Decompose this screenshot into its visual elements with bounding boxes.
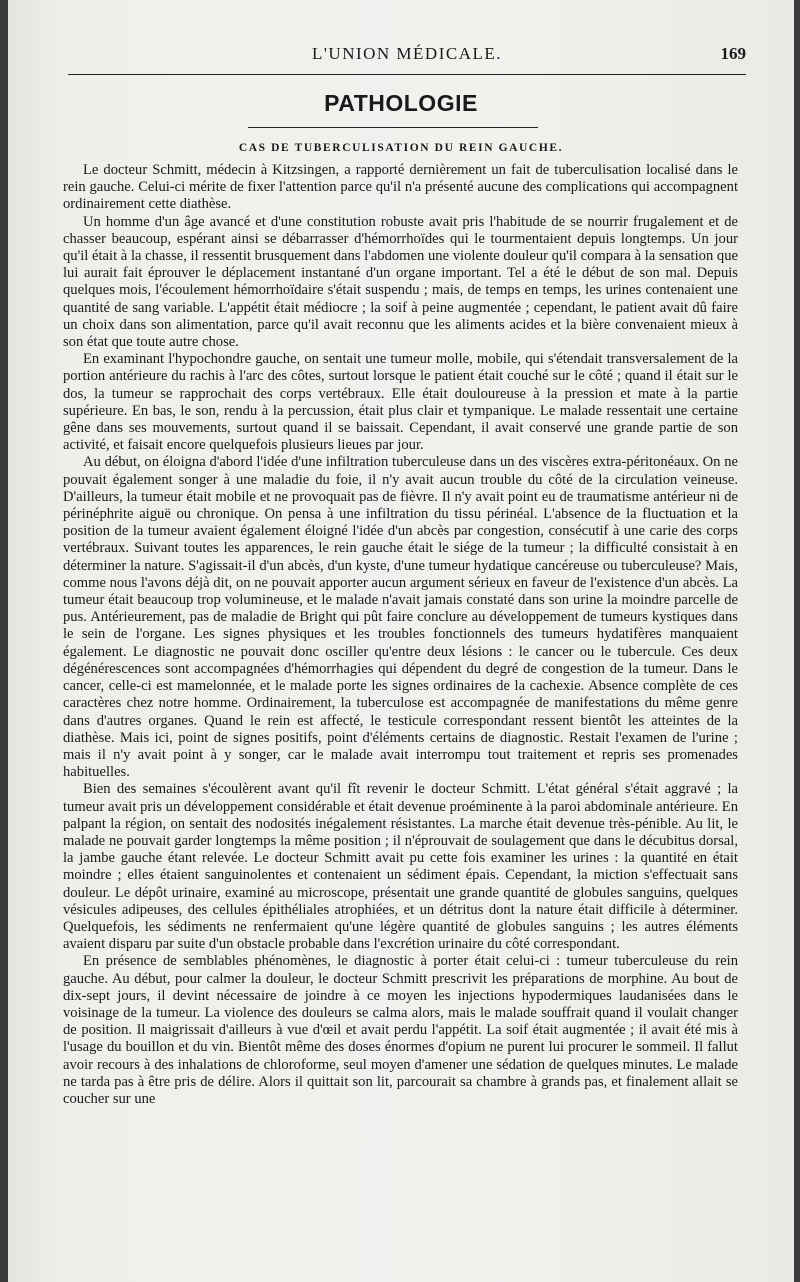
journal-page (8, 0, 794, 1282)
section-rule (248, 127, 538, 128)
paragraph: Bien des semaines s'écoulèrent avant qu'il fît revenir le docteur Schmitt. L'état général s'était aggravé ; la tumeur avait pris un développement considérable et était devenue proéminente à la paroi abdominale antérieure. En palpant la région, on sentait des nodosités inégalement résistantes. La marche était devenue très-pénible. Au lit, le malade ne pouvait garder longtemps la même position ; il n'éprouvait de soulagement que dans le décubitus dorsal, la jambe gauche étant relevée. Le docteur Schmitt avait pu cette fois examiner les urines : la quantité en était moindre ; elles étaient sanguinolentes et contenaient un sédiment épais. Cependant, la miction s'effectuait sans douleur. Le dépôt urinaire, examiné au microscope, présentait une grande quantité de globules sanguins, quelques vésicules adipeuses, des cellules épithéliales atrophiées, et un détritus dont la nature était difficile à déterminer. Quelquefois, les sédiments ne renfermaient qu'une légère quantité de globules sanguins ; les autres éléments avaient disparu par suite d'un obstacle probable dans l'excrétion urinaire du côté correspondant. (63, 781, 738, 953)
paragraph: En examinant l'hypochondre gauche, on sentait une tumeur molle, mobile, qui s'étendait transversalement de la portion antérieure du rachis à l'arc des côtes, surtout lorsque le patient était couché sur le côté ; quand il était sur le dos, la tumeur se rapprochait des corps vertébraux. Elle était douloureuse à la pression et mate à la partie supérieure. En bas, le son, rendu à la percussion, était plus clair et tympanique. Le malade ressentait une certaine gêne dans ses mouvements, surtout quand il se baissait. Cependant, il avait conservé une grande partie de son activité, et faisait encore quelquefois plusieurs lieues par jour. (63, 351, 738, 454)
article-body (63, 162, 738, 1108)
header-rule (68, 74, 746, 75)
article-title: CAS DE TUBERCULISATION DU REIN GAUCHE. (238, 142, 564, 154)
paragraph: Le docteur Schmitt, médecin à Kitzsingen, a rapporté dernièrement un fait de tuberculisation localisé dans le rein gauche. Celui-ci mérite de fixer l'attention parce qu'il n'a présenté aucune des complications qui accompagnent ordinairement cette diathèse. (63, 162, 738, 213)
section-title: PATHOLOGIE (324, 90, 478, 116)
paragraph: Au début, on éloigna d'abord l'idée d'une infiltration tuberculeuse dans un des viscères extra-péritonéaux. On ne pouvait également songer à une maladie du foie, il n'y avait aucun trouble du côté de la circulation veineuse. D'ailleurs, la tumeur était mobile et ne provoquait pas de fièvre. Il n'y avait point eu de traumatisme antérieur ni de périnéphrite aiguë ou chronique. On pensa à une infiltration du tissu périnéal. L'absence de la fluctuation et la position de la tumeur avaient également éloigné l'idée d'un abcès par congestion, consécutif à une carie des corps vertébraux. Suivant toutes les apparences, le rein gauche était le siége de la tumeur ; la difficulté consistait à en déterminer la nature. S'agissait-il d'un abcès, d'un kyste, d'une tumeur hydatique cancéreuse ou tuberculeuse? Mais, comme nous l'avons déjà dit, on ne pouvait apporter aucun argument sérieux en faveur de l'existence d'un abcès. La tumeur était beaucoup trop volumineuse, et le malade n'avait jamais constaté dans son urine la moindre parcelle de pus. Antérieurement, pas de maladie de Bright qui pût faire conclure au développement de tumeurs kystiques dans le sein de l'organe. Les signes physiques et les troubles fonctionnels des tumeurs hydatifères manquaient également. Le diagnostic ne pouvait donc osciller qu'entre deux lésions : le cancer ou le tubercule. Ces deux dégénérescences sont accompagnées d'hémorrhagies qui dépendent du degré de congestion de la tumeur. Dans le cancer, celle-ci est mamelonnée, et le malade porte les signes ordinaires de la cachexie. Absence complète de ces caractères chez notre homme. Ordinairement, la tuberculose est accompagnée de manifestations du même genre dans d'autres organes. Quand le rein est affecté, le testicule correspondant ressent bientôt les atteintes de la diathèse. Mais ici, point de signes positifs, point d'éléments certains de diagnostic. Restait l'examen de l'urine ; mais il n'y avait point à y songer, car le malade avait interrompu tout traitement et repris ses promenades habituelles. (63, 454, 738, 781)
page-number: 169 (720, 44, 746, 63)
paragraph: Un homme d'un âge avancé et d'une constitution robuste avait pris l'habitude de se nourrir frugalement et de chasser beaucoup, espérant ainsi se débarrasser d'hémorrhoïdes qui le tourmentaient depuis longtemps. Un jour qu'il était à la chasse, il ressentit brusquement dans l'abdomen une violente douleur qu'il compara à la sensation que lui aurait fait éprouver le déplacement instantané d'un organe important. Tel a été le début de son mal. Depuis quelques mois, l'écoulement hémorrhoïdaire s'était suspendu ; mais, de temps en temps, les urines contenaient une quantité de sang variable. L'appétit était médiocre ; la soif à peine augmentée ; cependant, le patient avait dû faire un choix dans son alimentation, parce qu'il avait reconnu que les aliments acides et la bière convenaient mieux à son état que toute autre chose. (63, 213, 738, 351)
journal-title: L'UNION MÉDICALE. (311, 44, 503, 63)
paragraph: En présence de semblables phénomènes, le diagnostic à porter était celui-ci : tumeur tuberculeuse du rein gauche. Au début, pour calmer la douleur, le docteur Schmitt prescrivit les préparations de morphine. Au bout de dix-sept jours, il devint nécessaire de joindre à ce moyen les injections hypodermiques laudanisées dans le voisinage de la tumeur. La violence des douleurs se calma alors, mais le malade souffrait quand il voulait changer de position. Il maigrissait d'ailleurs à vue d'œil et avait perdu l'appétit. La soif était augmentée ; il avait été mis à l'usage du bouillon et du vin. Bientôt même des doses énormes d'opium ne purent lui procurer le sommeil. Il fallut avoir recours à des inhalations de chloroforme, seul moyen d'amener une sédation de quelques minutes. Le malade ne tarda pas à être pris de délire. Alors il quittait son lit, parcourait sa chambre à grands pas, et finalement allait se coucher sur une (63, 953, 738, 1107)
running-head (68, 44, 746, 66)
